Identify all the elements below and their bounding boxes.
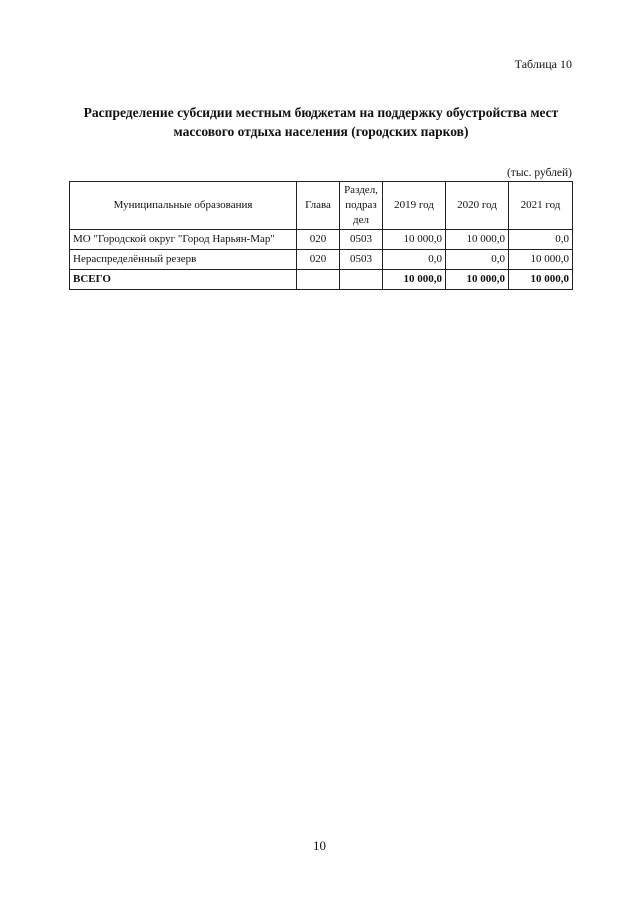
col-header-municipality: Муниципальные образования	[70, 182, 297, 230]
col-header-2020: 2020 год	[446, 182, 509, 230]
subsidy-table	[69, 181, 573, 290]
title-line-1: Распределение субсидии местным бюджетам на поддержку обустройства мест	[83, 105, 559, 120]
cell-2021: 10 000,0	[509, 250, 573, 270]
col-header-section: Раздел, подраз дел	[340, 182, 383, 230]
cell-total-label: ВСЕГО	[70, 270, 297, 290]
col-header-2021: 2021 год	[509, 182, 573, 230]
table-header-row	[70, 182, 573, 230]
table-number-label: Таблица 10	[514, 57, 572, 71]
col-header-chapter: Глава	[297, 182, 340, 230]
document-title	[70, 103, 572, 141]
cell-empty	[340, 270, 383, 290]
cell-chapter: 020	[297, 250, 340, 270]
units-label: (тыс. рублей)	[506, 167, 572, 179]
cell-municipality: МО "Городской округ "Город Нарьян-Мар"	[70, 230, 297, 250]
cell-empty	[297, 270, 340, 290]
cell-total-2019: 10 000,0	[383, 270, 446, 290]
table-row	[70, 250, 573, 270]
title-line-2: массового отдыха населения (городских парков)	[173, 124, 469, 139]
table-total-row	[70, 270, 573, 290]
cell-chapter: 020	[297, 230, 340, 250]
page-number: 10	[313, 838, 326, 853]
cell-2021: 0,0	[509, 230, 573, 250]
table-row	[70, 230, 573, 250]
cell-2019: 10 000,0	[383, 230, 446, 250]
cell-municipality: Нераспределённый резерв	[70, 250, 297, 270]
cell-2019: 0,0	[383, 250, 446, 270]
cell-2020: 10 000,0	[446, 230, 509, 250]
cell-total-2020: 10 000,0	[446, 270, 509, 290]
cell-section: 0503	[340, 230, 383, 250]
cell-total-2021: 10 000,0	[509, 270, 573, 290]
cell-section: 0503	[340, 250, 383, 270]
col-header-2019: 2019 год	[383, 182, 446, 230]
cell-2020: 0,0	[446, 250, 509, 270]
